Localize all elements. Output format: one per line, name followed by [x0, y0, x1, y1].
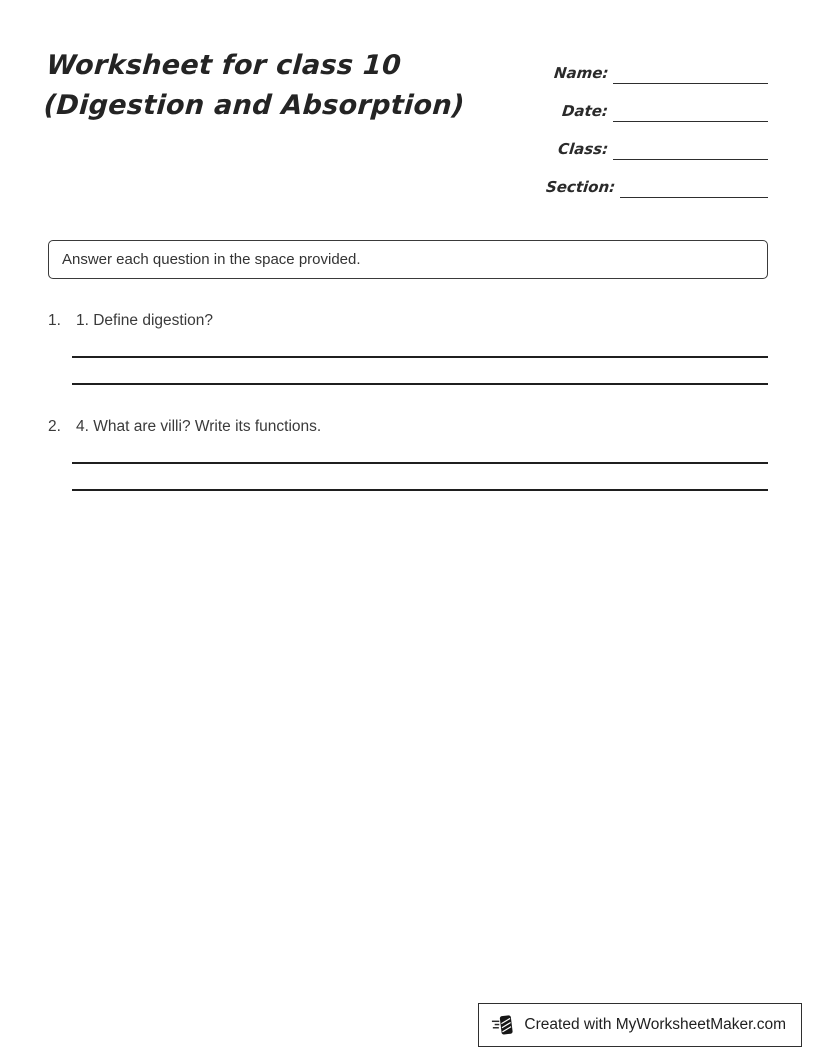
question-number: 2. — [48, 418, 61, 435]
name-field-line — [613, 63, 768, 84]
worksheet-maker-logo-icon — [491, 1012, 515, 1038]
instructions-text: Answer each question in the space provided. — [62, 251, 361, 268]
footer-credit-text: Created with MyWorksheetMaker.com — [524, 1016, 786, 1033]
section-field-line — [620, 177, 768, 198]
question-text: 1. Define digestion? — [76, 312, 214, 329]
question-text: 4. What are villi? Write its functions. — [76, 418, 322, 435]
student-info-fields — [546, 46, 768, 198]
class-field-label: Class: — [557, 140, 610, 158]
instructions-box — [48, 240, 768, 279]
date-field-label: Date: — [561, 102, 610, 120]
question-row — [48, 312, 768, 330]
answer-line — [72, 462, 768, 464]
section-field — [546, 160, 768, 198]
question-row — [48, 418, 768, 436]
class-field-line — [613, 139, 768, 160]
question-item-2 — [48, 418, 768, 491]
question-number: 1. — [48, 312, 61, 329]
name-field — [546, 46, 768, 84]
question-item-1 — [48, 312, 768, 385]
page-title: Worksheet for class 10 (Digestion and Absorption) — [42, 50, 466, 121]
question-list — [48, 312, 768, 491]
answer-line — [72, 489, 768, 491]
date-field-line — [613, 101, 768, 122]
footer-credit-box — [478, 1003, 802, 1047]
answer-line — [72, 356, 768, 358]
answer-line — [72, 383, 768, 385]
worksheet-header — [0, 0, 816, 198]
date-field — [546, 84, 768, 122]
section-field-label: Section: — [545, 178, 617, 196]
name-field-label: Name: — [552, 64, 610, 82]
class-field — [546, 122, 768, 160]
